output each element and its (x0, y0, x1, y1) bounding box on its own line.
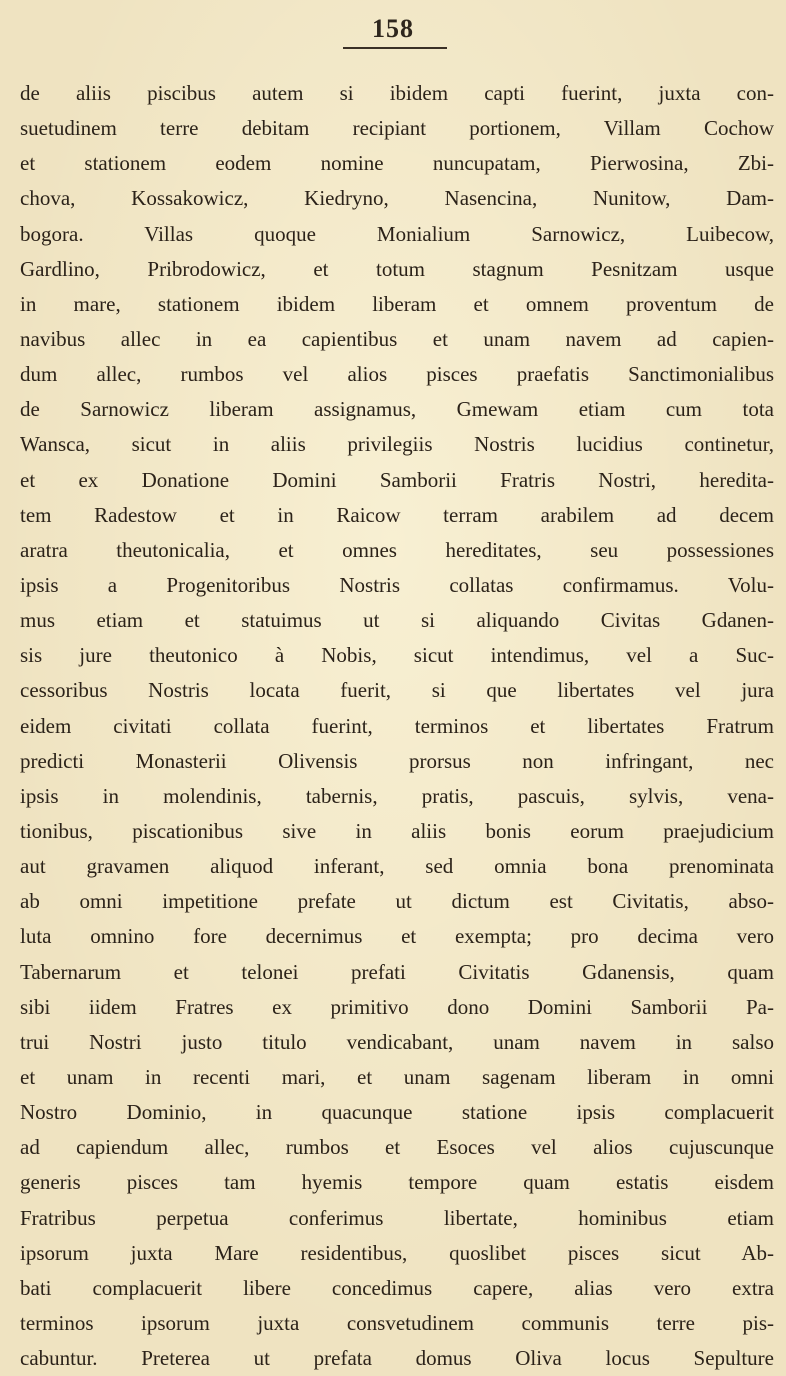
text-line: aut gravamen aliquod inferant, sed omnia bona prenominata (20, 854, 774, 879)
text-line: tionibus, piscationibus sive in aliis bonis eorum praejudicium (20, 818, 774, 843)
text-line: ipsis in molendinis, tabernis, pratis, pascuis, sylvis, vena- (20, 783, 774, 808)
text-line: Fratribus perpetua conferimus libertate, hominibus etiam (20, 1205, 774, 1230)
text-line: ad capiendum allec, rumbos et Esoces vel alios cujuscunque (20, 1135, 774, 1160)
text-line: chova, Kossakowicz, Kiedryno, Nasencina, Nunitow, Dam- (20, 186, 774, 211)
text-line: Nostro Dominio, in quacunque statione ipsis complacuerit (20, 1100, 774, 1125)
text-line: et unam in recenti mari, et unam sagenam liberam in omni (20, 1064, 774, 1089)
text-line: navibus allec in ea capientibus et unam navem ad capien- (20, 326, 774, 351)
text-line: ipsis a Progenitoribus Nostris collatas confirmamus. Volu- (20, 572, 774, 597)
text-line: trui Nostri justo titulo vendicabant, unam navem in salso (20, 1029, 774, 1054)
text-line: tem Radestow et in Raicow terram arabilem ad decem (20, 502, 774, 527)
text-line: ipsorum juxta Mare residentibus, quoslibet pisces sicut Ab- (20, 1240, 774, 1265)
text-line: Tabernarum et telonei prefati Civitatis Gdanensis, quam (20, 959, 774, 984)
text-line: terminos ipsorum juxta consvetudinem communis terre pis- (20, 1310, 774, 1335)
text-line: et ex Donatione Domini Samborii Fratris Nostri, heredita- (20, 467, 774, 492)
page-number-rule (343, 47, 447, 49)
body-text (20, 76, 774, 1376)
text-line: sis jure theutonico à Nobis, sicut intendimus, vel a Suc- (20, 643, 774, 668)
text-line: dum allec, rumbos vel alios pisces praefatis Sanctimonialibus (20, 362, 774, 387)
text-line: suetudinem terre debitam recipiant portionem, Villam Cochow (20, 116, 774, 141)
text-line: eidem civitati collata fuerint, terminos et libertates Fratrum (20, 713, 774, 738)
text-line: bati complacuerit libere concedimus capere, alias vero extra (20, 1275, 774, 1300)
text-line: cessoribus Nostris locata fuerit, si que libertates vel jura (20, 678, 774, 703)
text-line: predicti Monasterii Olivensis prorsus non infringant, nec (20, 748, 774, 773)
text-line: et stationem eodem nomine nuncupatam, Pierwosina, Zbi- (20, 151, 774, 176)
text-line: generis pisces tam hyemis tempore quam estatis eisdem (20, 1170, 774, 1195)
text-line: ab omni impetitione prefate ut dictum est Civitatis, abso- (20, 889, 774, 914)
text-line: mus etiam et statuimus ut si aliquando Civitas Gdanen- (20, 608, 774, 633)
text-line: de Sarnowicz liberam assignamus, Gmewam etiam cum tota (20, 397, 774, 422)
text-line: bogora. Villas quoque Monialium Sarnowicz, Luibecow, (20, 221, 774, 246)
text-line: Wansca, sicut in aliis privilegiis Nostris lucidius continetur, (20, 432, 774, 457)
page-number: 158 (372, 14, 414, 43)
text-line: Gardlino, Pribrodowicz, et totum stagnum Pesnitzam usque (20, 256, 774, 281)
text-line: aratra theutonicalia, et omnes hereditates, seu possessiones (20, 537, 774, 562)
text-line: cabuntur. Preterea ut prefata domus Oliva locus Sepulture (20, 1346, 774, 1371)
text-line: in mare, stationem ibidem liberam et omnem proventum de (20, 291, 774, 316)
text-line: luta omnino fore decernimus et exempta; pro decima vero (20, 924, 774, 949)
text-line: de aliis piscibus autem si ibidem capti fuerint, juxta con- (20, 81, 774, 105)
text-line: sibi iidem Fratres ex primitivo dono Domini Samborii Pa- (20, 994, 774, 1019)
